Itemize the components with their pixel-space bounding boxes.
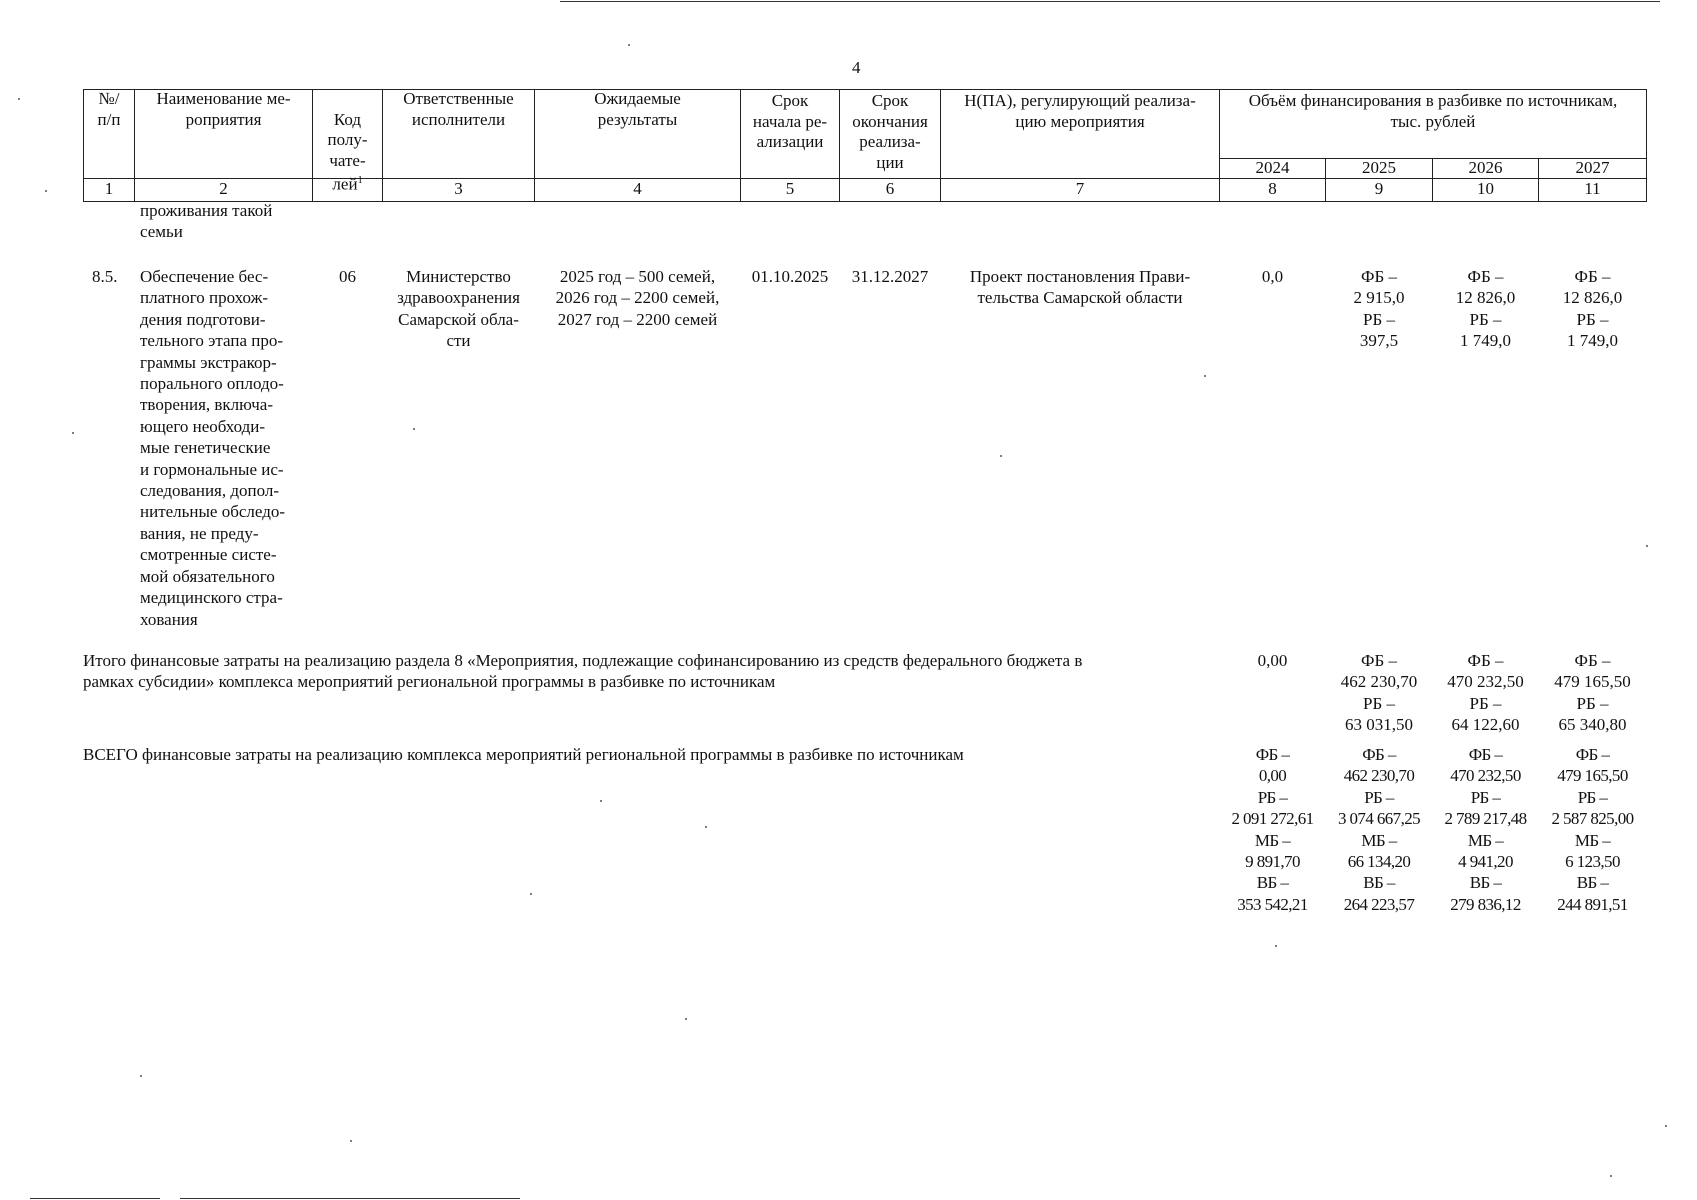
col-number-5: 5	[785, 179, 795, 198]
row-code: 06	[339, 267, 356, 286]
continuation-text: проживания такой семьи	[140, 201, 273, 242]
scan-speck	[350, 1140, 352, 1142]
row-results: 2025 год – 500 семей, 2026 год – 2200 семей, 2027 год – 2200 семей	[555, 267, 720, 329]
scan-speck	[705, 826, 707, 828]
row-number: 8.5.	[92, 267, 118, 286]
scan-speck	[600, 800, 602, 802]
header-col-end: Срок окончания реализа- ции	[852, 91, 928, 172]
col-number-7: 7	[1075, 179, 1085, 198]
grand-total-2026: ФБ – 470 232,50 РБ – 2 789 217,48 МБ – 4 941,20 ВБ – 279 836,12	[1444, 745, 1527, 914]
scan-speck	[140, 1075, 142, 1077]
col-number-2: 2	[219, 179, 228, 198]
header-col-code	[313, 89, 382, 195]
header-col-number: №/ п/п	[97, 89, 121, 129]
header-col-npa: Н(ПА), регулирующий реализа- цию мероприятия	[964, 91, 1196, 131]
row-funding-2026: ФБ – 12 826,0 РБ – 1 749,0	[1455, 267, 1516, 351]
footnote-mark: 1	[357, 175, 363, 186]
grand-total-2027: ФБ – 479 165,50 РБ – 2 587 825,00 МБ – 6 123,50 ВБ – 244 891,51	[1551, 745, 1634, 914]
section-total-2024: 0,00	[1257, 651, 1288, 670]
row-end-date: 31.12.2027	[851, 267, 929, 286]
scan-speck	[45, 190, 47, 192]
scan-speck	[1204, 375, 1206, 377]
col-number-11: 11	[1584, 179, 1601, 198]
header-col-name: Наименование ме- роприятия	[156, 89, 291, 129]
section-total-text: Итого финансовые затраты на реализацию раздела 8 «Мероприятия, подлежащие софинансированию из средств федерального бюджета в рамках субсидии» комплекса мероприятий региональной программы в разбивке по источникам	[83, 651, 1083, 692]
row-npa: Проект постановления Прави- тельства Самарской области	[969, 267, 1191, 308]
section-total-2027: ФБ – 479 165,50 РБ – 65 340,80	[1554, 651, 1631, 735]
scan-speck	[1646, 545, 1648, 547]
header-col-code-text: Код полу- чате- лей	[327, 109, 368, 194]
scan-artifact-line	[30, 1198, 160, 1199]
col-number-10: 10	[1477, 179, 1494, 198]
grand-total-2025: ФБ – 462 230,70 РБ – 3 074 667,25 МБ – 66 134,20 ВБ – 264 223,57	[1337, 745, 1421, 914]
header-col-start: Срок начала ре- ализации	[752, 91, 828, 151]
col-number-6: 6	[885, 179, 895, 198]
section-total-2025: ФБ – 462 230,70 РБ – 63 031,50	[1340, 651, 1418, 735]
scan-artifact-line	[560, 1, 1660, 2]
col-number-8: 8	[1268, 179, 1277, 198]
section-total-2026: ФБ – 470 232,50 РБ – 64 122,60	[1447, 651, 1524, 735]
scan-speck	[1000, 455, 1002, 457]
row-funding-2025: ФБ – 2 915,0 РБ – 397,5	[1353, 267, 1405, 351]
col-number-9: 9	[1374, 179, 1384, 198]
row-funding-2024: 0,0	[1261, 267, 1284, 286]
header-col-responsible: Ответственные исполнители	[403, 89, 514, 129]
grand-total-text: ВСЕГО финансовые затраты на реализацию комплекса мероприятий региональной программы в разбивке по источникам	[83, 745, 964, 764]
scan-speck	[1610, 1175, 1612, 1177]
scan-speck	[413, 428, 415, 430]
header-year-2025: 2025	[1362, 158, 1396, 177]
row-name: Обеспечение бес- платного прохож- дения подготови- тельного этапа про- граммы экстракор- порального оплодо- творения, включа- ющего необходи- мые генетические и гормональные ис- следования, допол- нительные обследо- вания, не преду- смотренные систе- мой обязательного медицинского стра- хования	[140, 267, 286, 629]
scan-speck	[72, 432, 74, 434]
row-responsible: Министерство здравоохранения Самарской обла- сти	[397, 267, 520, 351]
scan-speck	[1275, 945, 1277, 947]
scan-speck	[685, 1018, 687, 1020]
scan-speck	[628, 44, 630, 46]
header-year-2027: 2027	[1575, 158, 1610, 177]
col-number-1: 1	[104, 179, 114, 198]
col-border	[1646, 89, 1647, 202]
header-year-2024: 2024	[1255, 158, 1290, 177]
col-number-3: 3	[454, 179, 463, 198]
scan-artifact-line	[180, 1198, 520, 1199]
header-year-2026: 2026	[1468, 158, 1503, 177]
row-start-date: 01.10.2025	[751, 267, 829, 286]
row-funding-2027: ФБ – 12 826,0 РБ – 1 749,0	[1562, 267, 1623, 351]
page-number: 4	[852, 58, 861, 77]
header-col-results: Ожидаемые результаты	[594, 89, 681, 129]
scan-speck	[18, 98, 20, 100]
header-funding: Объём финансирования в разбивке по источникам, тыс. рублей	[1248, 91, 1618, 131]
scan-speck	[1665, 1125, 1667, 1127]
col-number-4: 4	[633, 179, 642, 198]
grand-total-2024: ФБ – 0,00 РБ – 2 091 272,61 МБ – 9 891,70 ВБ – 353 542,21	[1231, 745, 1314, 914]
scan-speck	[530, 893, 532, 895]
